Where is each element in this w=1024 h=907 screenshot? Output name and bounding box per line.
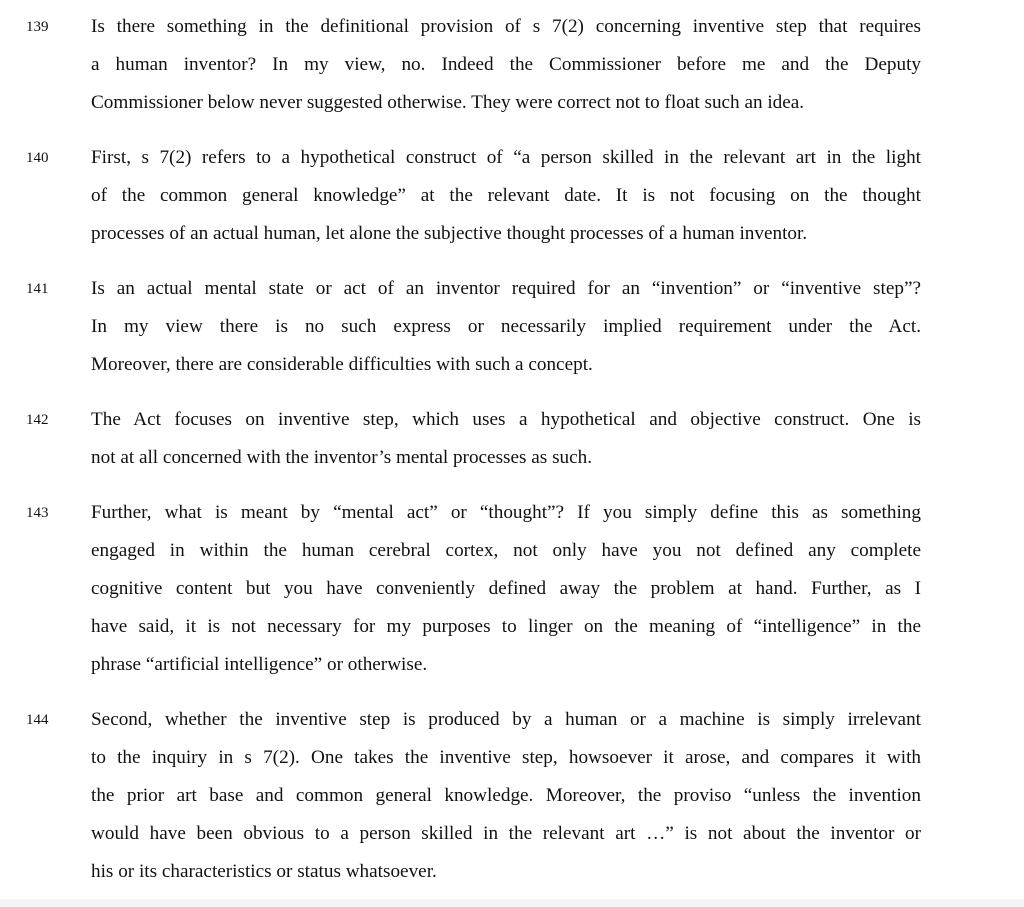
text-line: Further, what is meant by “mental act” or “thought”? If you simply define this as something — [91, 502, 921, 523]
text-line: his or its characteristics or status whatsoever. — [91, 861, 437, 882]
paragraph-number: 142 — [26, 412, 49, 428]
text-line: First, s 7(2) refers to a hypothetical construct of “a person skilled in the relevant art in the light — [91, 147, 921, 168]
paragraph-number: 139 — [26, 19, 49, 35]
page-bottom-edge — [0, 899, 1024, 907]
text-line: a human inventor? In my view, no. Indeed the Commissioner before me and the Deputy — [91, 54, 921, 75]
text-line: Is an actual mental state or act of an inventor required for an “invention” or “inventive step”? — [91, 278, 921, 299]
text-line: Is there something in the definitional provision of s 7(2) concerning inventive step that requires — [91, 16, 921, 37]
text-line: to the inquiry in s 7(2). One takes the inventive step, howsoever it arose, and compares it with — [91, 747, 921, 768]
text-line: phrase “artificial intelligence” or otherwise. — [91, 654, 428, 675]
text-line: Commissioner below never suggested otherwise. They were correct not to float such an idea. — [91, 92, 805, 113]
paragraph-text — [91, 270, 921, 384]
paragraph-number: 144 — [26, 712, 49, 728]
text-line: the prior art base and common general knowledge. Moreover, the proviso “unless the invention — [91, 785, 921, 806]
paragraph-text — [91, 139, 921, 253]
paragraph-number: 143 — [26, 505, 49, 521]
paragraph-number: 141 — [26, 281, 49, 297]
text-line: of the common general knowledge” at the relevant date. It is not focusing on the thought — [91, 185, 921, 206]
paragraph-text — [91, 701, 921, 891]
text-line: processes of an actual human, let alone the subjective thought processes of a human inventor. — [91, 223, 808, 244]
text-line: have said, it is not necessary for my purposes to linger on the meaning of “intelligence” in the — [91, 616, 921, 637]
text-line: Second, whether the inventive step is produced by a human or a machine is simply irrelevant — [91, 709, 921, 730]
text-line: cognitive content but you have conveniently defined away the problem at hand. Further, as I — [91, 578, 921, 599]
paragraph-number: 140 — [26, 150, 49, 166]
text-line: not at all concerned with the inventor’s mental processes as such. — [91, 447, 593, 468]
text-line: In my view there is no such express or necessarily implied requirement under the Act. — [91, 316, 921, 337]
text-line: Moreover, there are considerable difficulties with such a concept. — [91, 354, 593, 375]
text-line: The Act focuses on inventive step, which uses a hypothetical and objective construct. One is — [91, 409, 921, 430]
text-line: engaged in within the human cerebral cortex, not only have you not defined any complete — [91, 540, 921, 561]
paragraph-text — [91, 8, 921, 122]
paragraph-text — [91, 494, 921, 684]
text-line: would have been obvious to a person skilled in the relevant art …” is not about the inventor or — [91, 823, 921, 844]
paragraph-text — [91, 401, 921, 477]
